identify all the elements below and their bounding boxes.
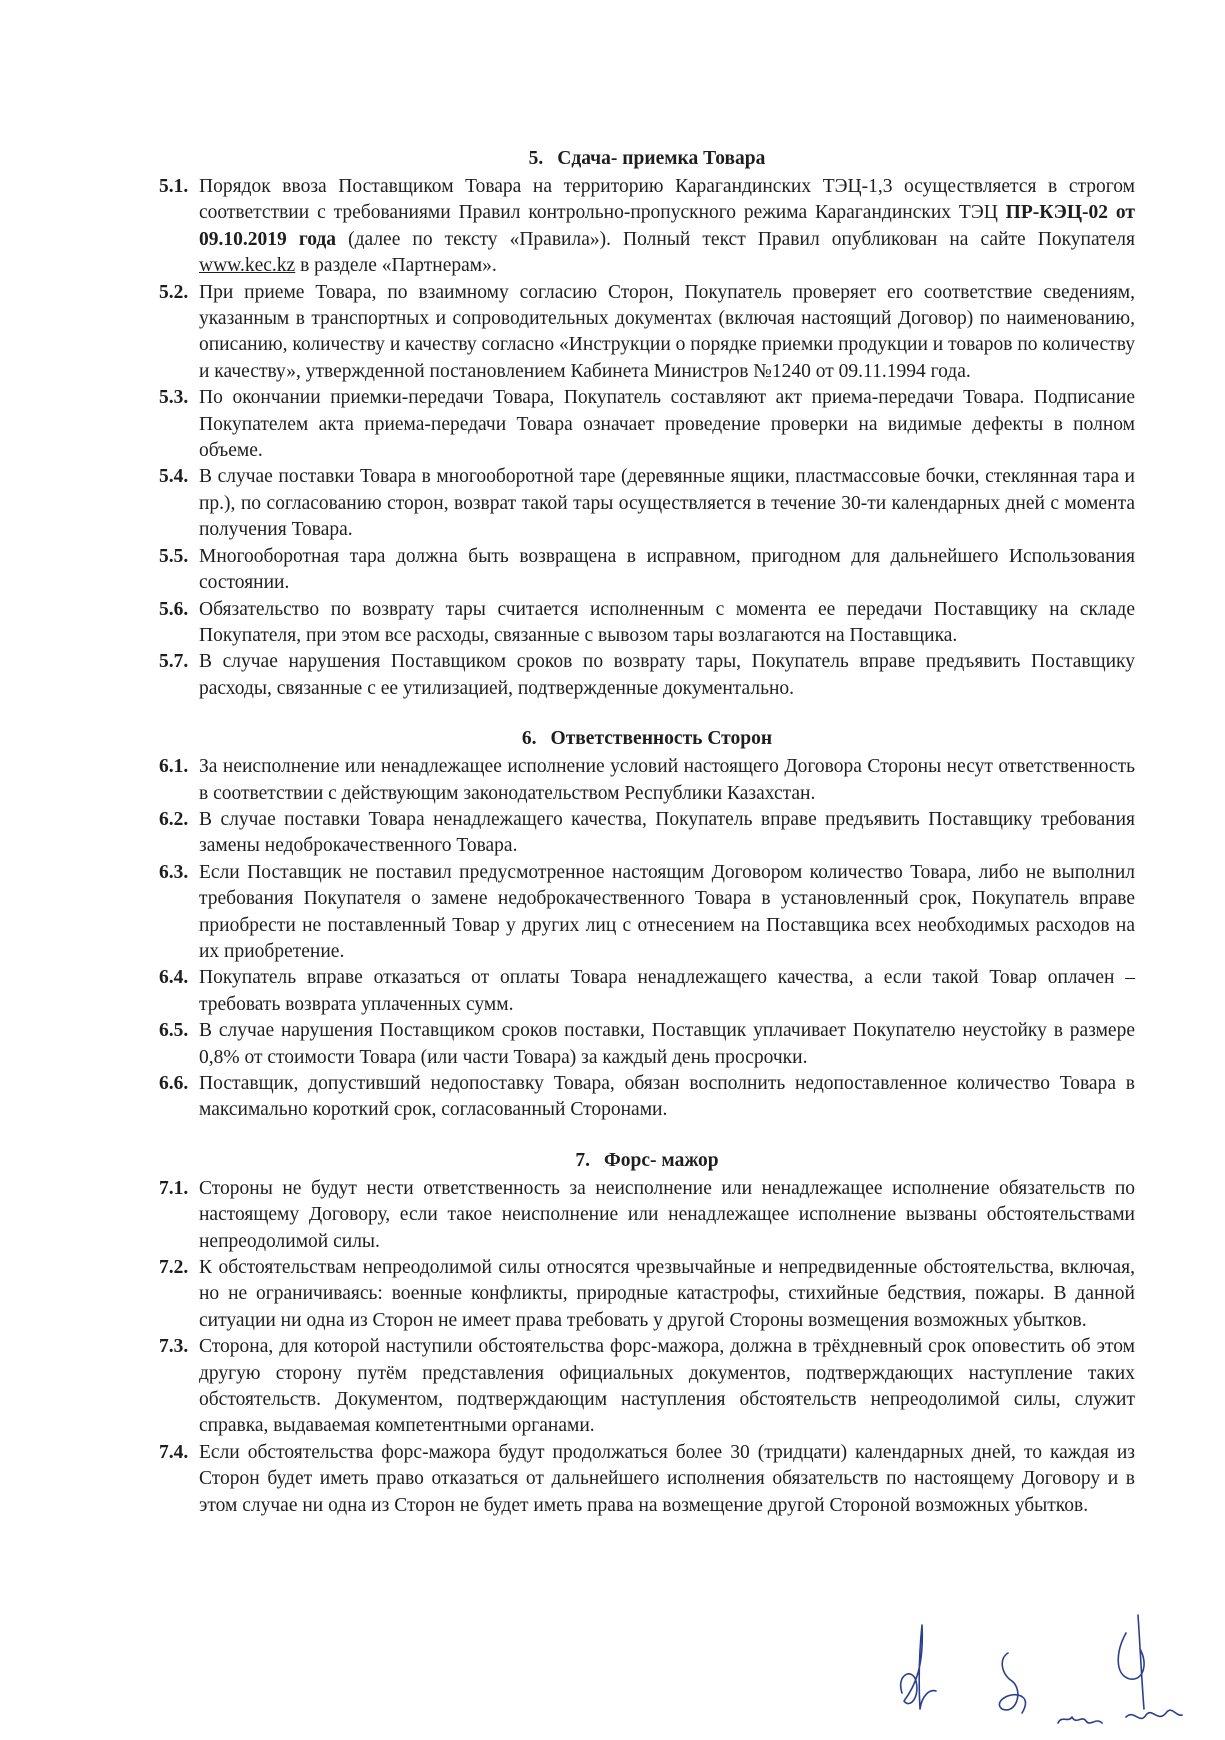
clause-number: 7.2. [159,1257,189,1279]
clause-text: К обстоятельствам непреодолимой силы относятся чрезвычайные и непредвиденные обстоятельства, включая, но не ограничиваясь: военные конфликты, природные катастрофы, стихийные бедствия, пожары. В данной ситуации ни одна из Сторон не имеет права требовать у другой Стороны возмещения возможных убытков. [199,1257,1135,1331]
clause-6-5 [159,1018,1135,1071]
clause-7-2 [159,1255,1135,1334]
clause-6-3 [159,860,1135,966]
clause-text: Обязательство по возврату тары считается исполненным с момента ее передачи Поставщику на складе Покупателя, при этом все расходы, связанные с вывозом тары возлагаются на Поставщика. [199,598,1135,646]
clause-5-4 [159,464,1135,543]
section-title [159,726,1135,752]
clause-text: При приеме Товара, по взаимному согласию Сторон, Покупатель проверяет его соответствие сведениям, указанным в транспортных и сопроводительных документах (включая настоящий Договор) по наименованию, описанию, количеству и качеству согласно «Инструкции о порядке приемки продукции и товаров по количеству и качеству», утвержденной постановлением Кабинета Министров №1240 от 09.11.1994 года. [199,281,1135,382]
clause-text: В случае нарушения Поставщиком сроков поставки, Поставщик уплачивает Покупателю неустойку в размере 0,8% от стоимости Товара (или части Товара) за каждый день просрочки. [199,1020,1135,1068]
clause-number: 5.2. [159,281,189,303]
section-title [159,146,1135,172]
clause-text: Многооборотная тара должна быть возвращена в исправном, пригодном для дальнейшего Использования состоянии. [199,545,1135,594]
clause-number: 5.6. [159,598,189,620]
clause-text: В случае поставки Товара ненадлежащего качества, Покупатель вправе предъявить Поставщику требования замены недоброкачественного Товара. [199,808,1135,857]
clause-number: 5.7. [159,651,189,673]
clause-5-3 [159,385,1135,464]
clause-5-2 [159,280,1135,386]
clause-text: Поставщик, допустивший недопоставку Товара, обязан восполнить недопоставленное количество Товара в максимально короткий срок, согласованный Сторонами. [199,1073,1135,1121]
clause-7-4 [159,1440,1135,1519]
section-number: 7. [575,1149,591,1171]
section-heading: Сдача- приемка Товара [557,148,766,169]
clause-text-bold: ПР-КЭЦ-02 от 09.10.2019 года [199,202,1135,250]
clause-text: В случае нарушения Поставщиком сроков по возврату тары, Покупатель вправе предъявить Поставщику расходы, связанные с ее утилизацией, подтвержденные документально. [199,651,1135,699]
clause-number: 6.5. [159,1020,189,1042]
section-7 [159,1148,1135,1519]
signature-1 [901,1625,936,1709]
clause-6-1 [159,754,1135,807]
clause-5-5 [159,544,1135,597]
clause-7-1 [159,1176,1135,1255]
clause-text: По окончании приемки-передачи Товара, Покупатель составляют акт приема-передачи Товара. Подписание Покупателем акта приема-передачи Товара означает проведение проверки на видимые дефекты в полном объеме. [199,387,1135,462]
clause-number: 6.4. [159,967,189,989]
section-heading: Форс- мажор [604,1149,719,1171]
section-5 [159,146,1135,702]
clause-7-3 [159,1334,1135,1440]
signature-4 [1118,1615,1182,1718]
clause-text: Покупатель вправе отказаться от оплаты Товара ненадлежащего качества, а если такой Товар оплачен – требовать возврата уплаченных сумм. [199,967,1135,1015]
signature-2 [999,1653,1025,1713]
clause-number: 5.4. [159,466,189,488]
section-title [159,1148,1135,1174]
clause-5-7 [159,649,1135,702]
signature-3 [1058,1717,1102,1723]
clause-number: 5.5. [159,545,189,567]
clause-text-pre: Порядок ввоза Поставщиком Товара на территорию Карагандинских ТЭЦ-1,3 осуществляется в строгом соответствии с требованиями Правил контрольно-пропускного режима Карагандинских ТЭЦ [199,176,1135,224]
clause-number: 7.1. [159,1177,189,1199]
clause-text-post: в разделе «Партнерам». [295,255,497,277]
clause-number: 6.6. [159,1073,189,1094]
clause-text: В случае поставки Товара в многооборотной таре (деревянные ящики, пластмассовые бочки, стеклянная тара и пр.), по согласованию сторон, возврат такой тары осуществляется в течение 30-ти календарных дней с момента получения Товара. [199,466,1135,541]
clause-text: За неисполнение или ненадлежащее исполнение условий настоящего Договора Стороны несут ответственность в соответствии с действующим законодательством Республики Казахстан. [199,756,1135,804]
clause-number: 6.1. [159,756,189,778]
clause-text: Сторона, для которой наступили обстоятельства форс-мажора, должна в трёхдневный срок оповестить об этом другую сторону путём представления официальных документов, подтверждающих наступление таких обстоятельств. Документом, подтверждающим наступления обстоятельств непреодолимой силы, служит справка, выдаваемая компетентными органами. [199,1336,1135,1437]
clause-number: 7.4. [159,1441,189,1463]
website-link[interactable]: www.kec.kz [199,255,296,277]
clause-text: Стороны не будут нести ответственность за неисполнение или ненадлежащее исполнение обязательств по настоящему Договору, если такое неисполнение или ненадлежащее исполнение вызваны обстоятельствами непреодолимой силы. [199,1177,1135,1252]
signatures [890,1605,1200,1735]
clause-number: 5.3. [159,387,189,409]
clause-6-2 [159,807,1135,860]
clause-5-6 [159,597,1135,650]
signature-marks [890,1605,1200,1735]
clause-5-1 [159,174,1135,280]
section-heading: Ответственность Сторон [550,728,773,750]
clause-number: 5.1. [159,176,189,197]
clause-6-4 [159,965,1135,1018]
clause-text: Если Поставщик не поставил предусмотренное настоящим Договором количество Товара, либо не выполнил требования Покупателя о замене недоброкачественного Товара в установленный срок, Покупатель вправе приобрести не поставленный Товар у других лиц с отнесением на Поставщика всех необходимых расходов на их приобретение. [199,861,1135,962]
clause-text: Если обстоятельства форс-мажора будут продолжаться более 30 (тридцати) календарных дней, то каждая из Сторон будет иметь право отказаться от дальнейшего исполнения обязательств по настоящему Договору и в этом случае ни одна из Сторон не будет иметь права на возмещение другой Стороной возможных убытков. [199,1441,1135,1516]
section-6 [159,726,1135,1124]
section-number: 6. [521,728,537,750]
clause-number: 6.2. [159,808,189,830]
clause-number: 7.3. [159,1336,189,1358]
section-number: 5. [528,148,544,169]
clause-text-mid: (далее по тексту «Правила»). Полный текст Правил опубликован на сайте Покупателя [336,228,1136,250]
clause-number: 6.3. [159,861,189,883]
clause-6-6 [159,1071,1135,1124]
